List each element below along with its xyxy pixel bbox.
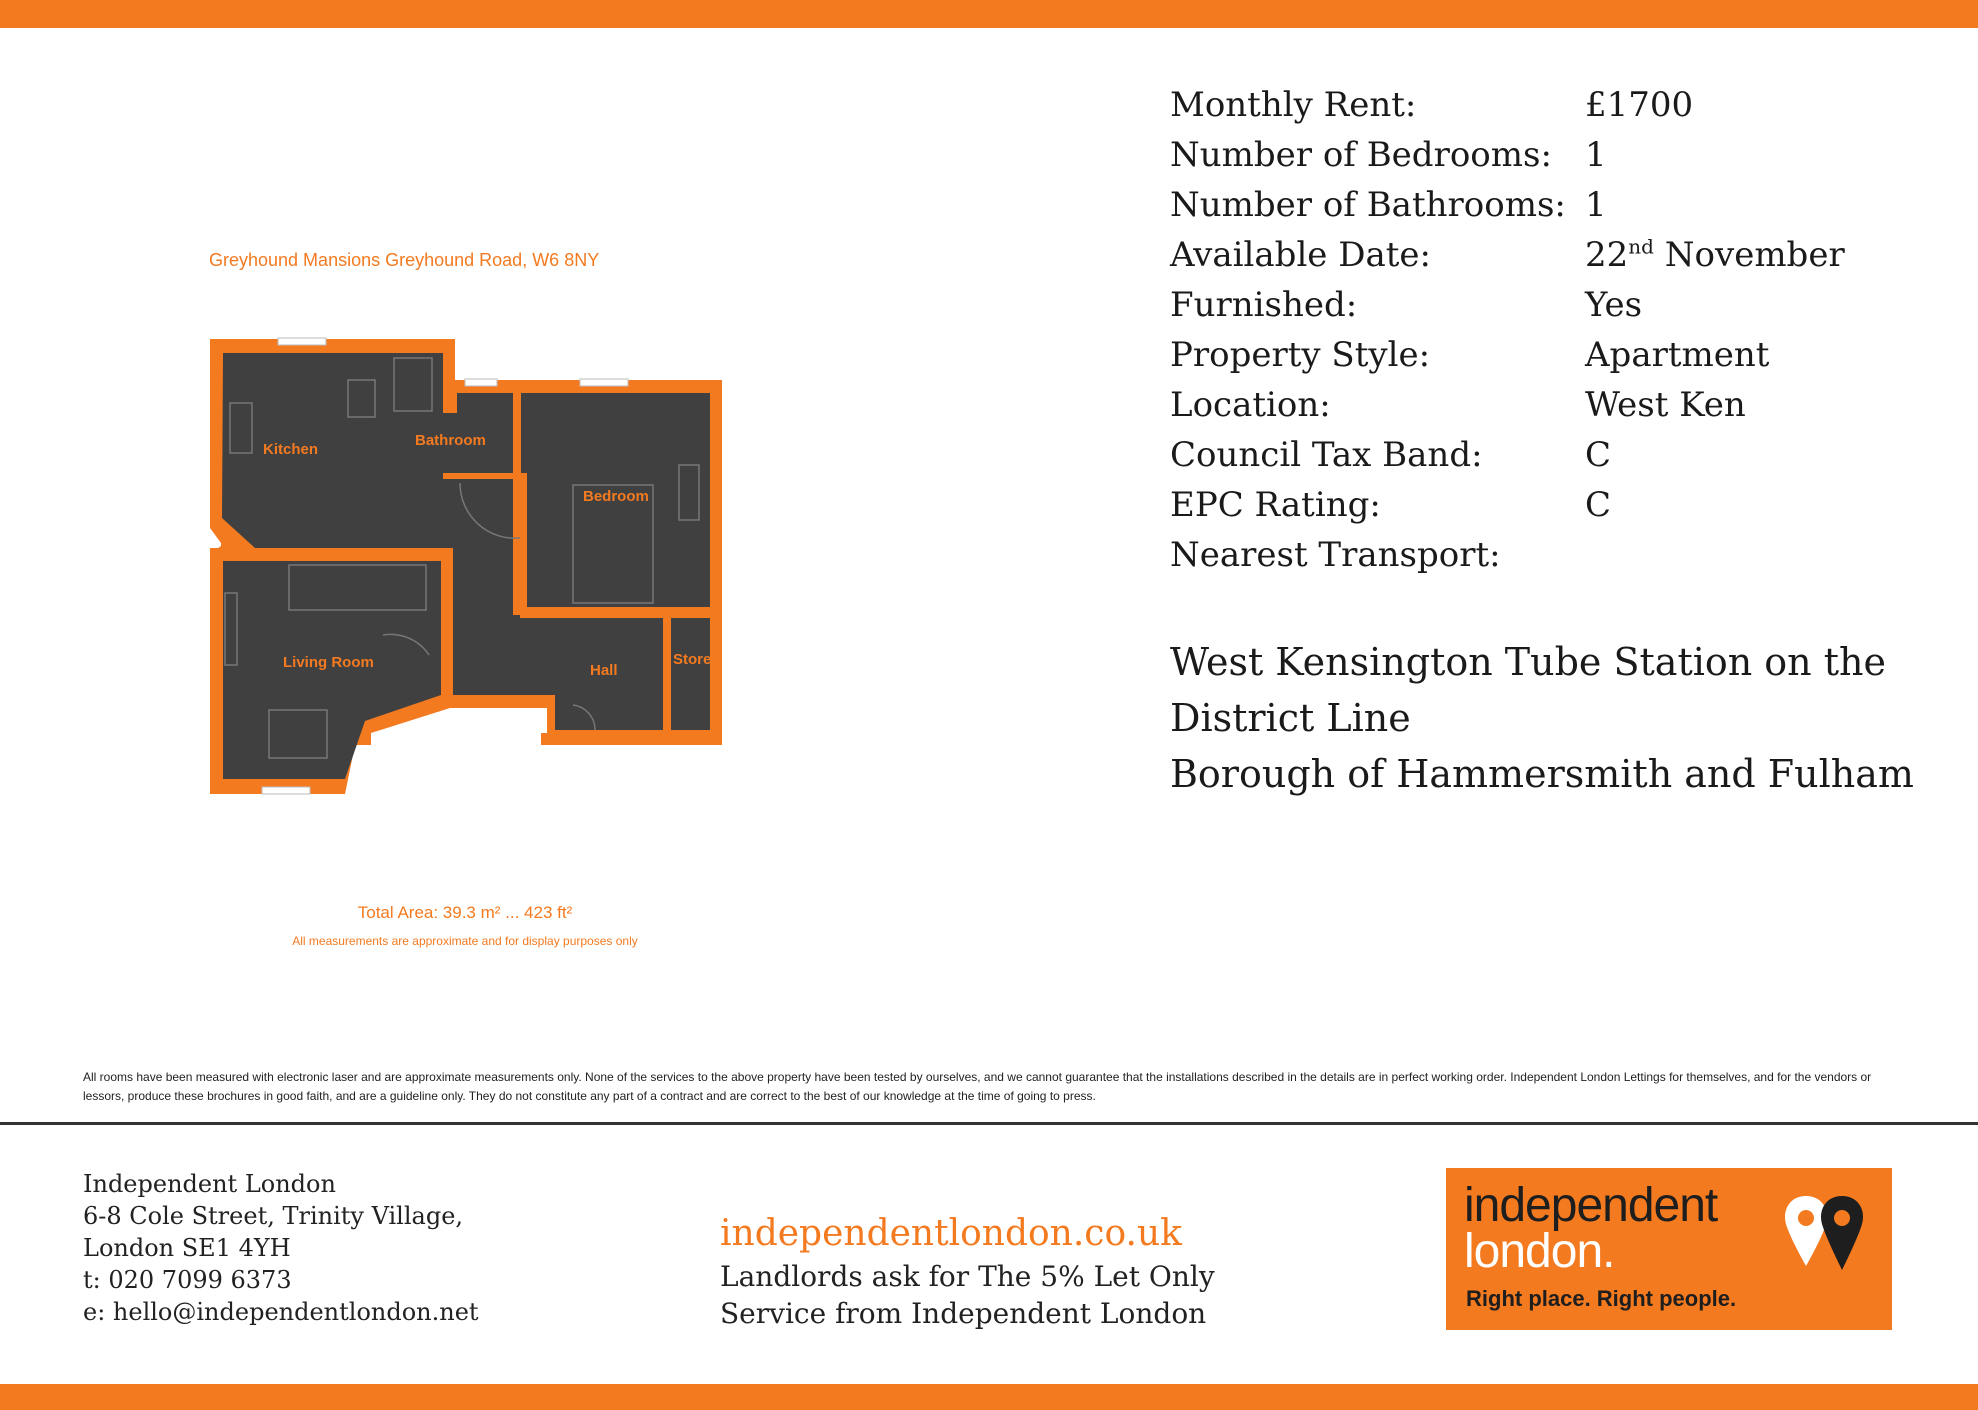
top-accent-bar — [0, 0, 1978, 28]
detail-value — [1585, 230, 1845, 280]
detail-value: West Ken — [1585, 385, 1746, 425]
contact-block — [83, 1168, 479, 1328]
detail-label: Location: — [1170, 385, 1331, 425]
detail-label: Number of Bathrooms: — [1170, 185, 1566, 225]
detail-label: Monthly Rent: — [1170, 85, 1417, 125]
nearest-transport — [1170, 634, 1930, 802]
detail-row-available — [1170, 230, 1845, 280]
room-label-living-room: Living Room — [283, 654, 374, 671]
detail-value: Apartment — [1585, 335, 1770, 375]
room-label-store: Store — [673, 651, 712, 668]
room-label-bedroom: Bedroom — [583, 488, 649, 505]
detail-value: 1 — [1585, 135, 1607, 175]
company-name: Independent London — [83, 1170, 336, 1198]
detail-value: 1 — [1585, 185, 1607, 225]
detail-label: Number of Bedrooms: — [1170, 135, 1552, 175]
detail-row-bedrooms — [1170, 130, 1845, 180]
disclaimer: All rooms have been measured with electronic laser and are approximate measurements only. None of the services to the above property have been tested by ourselves, and we cannot guarantee that the installations described in the details are in perfect working order. Independent London Lettings for themselves, and for the vendors or lessors, produce these brochures in good faith, and are a guideline only. They do not constitute any part of a contract and are correct to the best of our knowledge at the time of going to press. — [83, 1070, 1872, 1103]
floorplan — [205, 335, 725, 795]
detail-row-council-tax — [1170, 430, 1845, 480]
logo-line-2: london. — [1464, 1225, 1615, 1278]
detail-label: Property Style: — [1170, 335, 1431, 375]
bottom-accent-bar — [0, 1384, 1978, 1410]
area-note: All measurements are approximate and for display purposes only — [292, 934, 638, 948]
address-line: London SE1 4YH — [83, 1234, 291, 1262]
detail-row-furnished — [1170, 280, 1845, 330]
detail-label: Council Tax Band: — [1170, 435, 1483, 475]
detail-label: Available Date: — [1170, 235, 1432, 275]
email-link[interactable]: e: hello@independentlondon.net — [83, 1298, 479, 1326]
room-label-bathroom: Bathroom — [415, 432, 486, 449]
detail-value: C — [1585, 435, 1612, 475]
detail-value: C — [1585, 485, 1612, 525]
detail-label: EPC Rating: — [1170, 485, 1381, 525]
room-label-kitchen: Kitchen — [263, 441, 319, 458]
detail-row-epc — [1170, 480, 1845, 530]
logo-line-1: independent — [1464, 1179, 1718, 1232]
available-day: 22 — [1585, 235, 1629, 275]
detail-row-location — [1170, 380, 1845, 430]
address-line: 6-8 Cole Street, Trinity Village, — [83, 1202, 464, 1230]
detail-row-style — [1170, 330, 1845, 380]
total-area: Total Area: 39.3 m² ... 423 ft² — [357, 903, 573, 922]
detail-row-rent — [1170, 80, 1845, 130]
transport-line: Borough of Hammersmith and Fulham — [1170, 752, 1914, 796]
property-address: Greyhound Mansions Greyhound Road, W6 8NY — [209, 250, 600, 270]
map-pin-icon — [1776, 1188, 1876, 1288]
company-logo — [1446, 1168, 1892, 1330]
footer-divider — [0, 1122, 1978, 1125]
detail-value: £1700 — [1585, 85, 1694, 125]
transport-line: West Kensington Tube Station on the District Line — [1170, 640, 1886, 740]
detail-value: Yes — [1585, 285, 1643, 325]
property-details — [1170, 80, 1845, 580]
available-suffix: nd — [1628, 234, 1654, 259]
website-link[interactable]: independentlondon.co.uk — [720, 1213, 1182, 1254]
room-label-hall: Hall — [590, 662, 618, 679]
detail-row-bathrooms — [1170, 180, 1845, 230]
detail-label: Nearest Transport: — [1170, 535, 1501, 575]
detail-row-transport — [1170, 530, 1845, 580]
landlords-note: Landlords ask for The 5% Let Only Service from Independent London — [720, 1260, 1215, 1330]
available-month: November — [1664, 235, 1845, 275]
detail-label: Furnished: — [1170, 285, 1358, 325]
logo-tagline: Right place. Right people. — [1466, 1286, 1737, 1311]
phone: t: 020 7099 6373 — [83, 1266, 292, 1294]
